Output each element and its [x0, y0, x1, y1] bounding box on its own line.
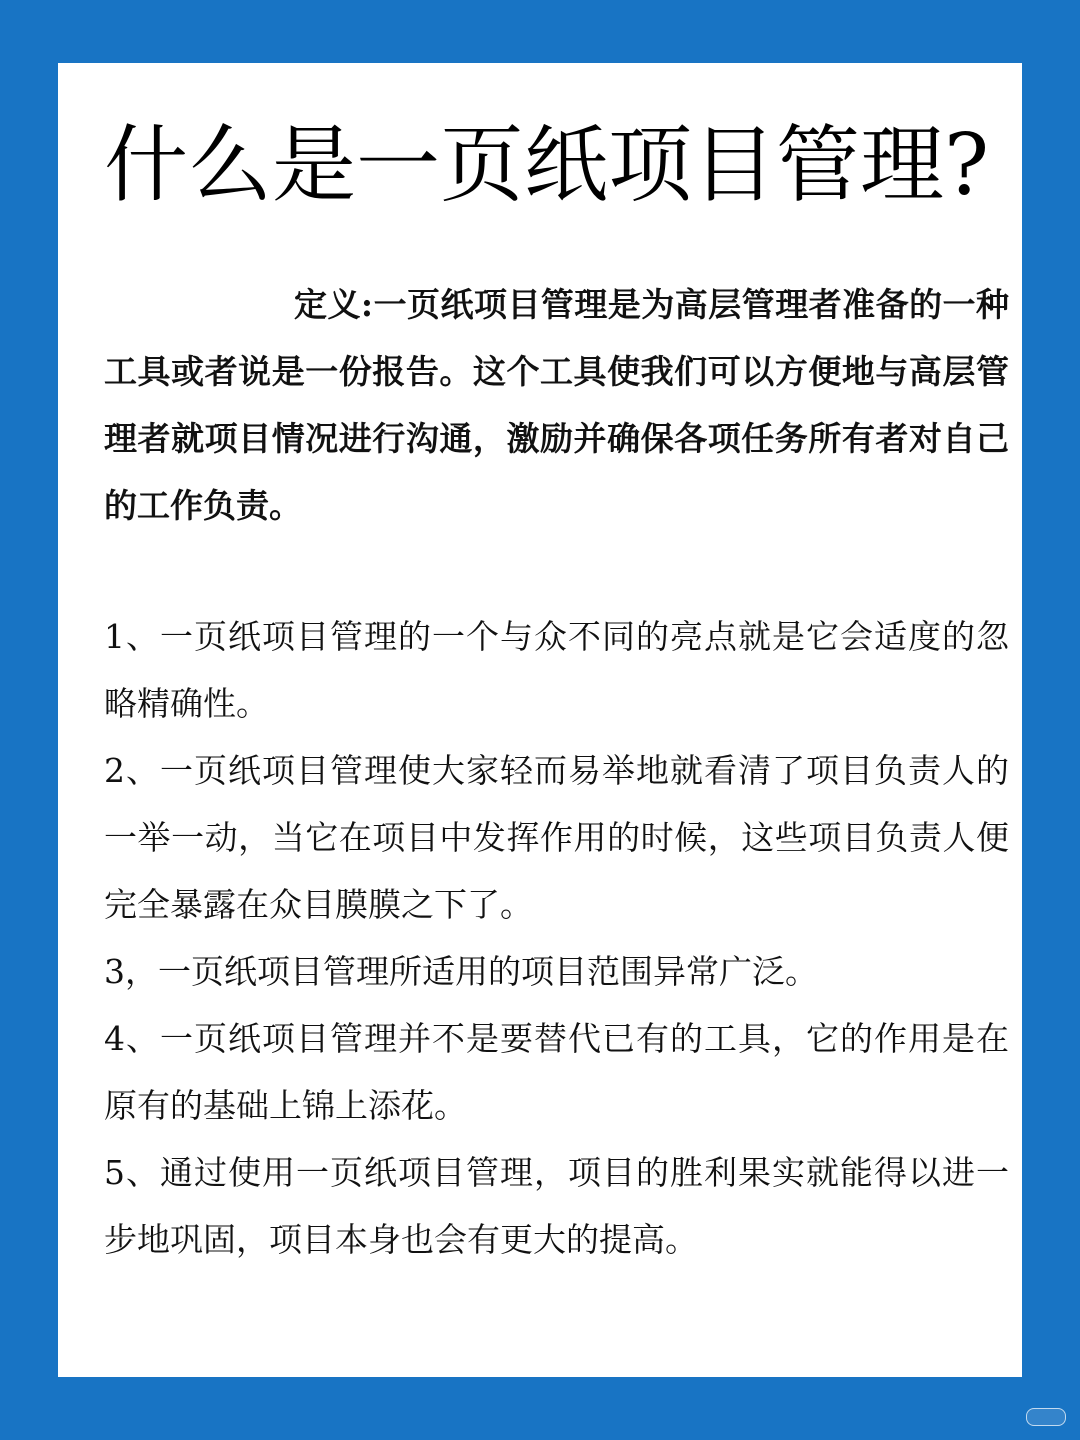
- points-list: [104, 603, 1009, 1273]
- point-1: 1、一页纸项目管理的一个与众不同的亮点就是它会适度的忽略精确性。: [104, 617, 1009, 723]
- definition-text: 一页纸项目管理是为高层管理者准备的一种工具或者说是一份报告。这个工具使我们可以方便地与高层管理者就项目情况进行沟通，激励并确保各项任务所有者对自己的工作负责。: [104, 285, 1010, 525]
- point-4: 4、一页纸项目管理并不是要替代已有的工具，它的作用是在原有的基础上锦上添花。: [104, 1019, 1009, 1125]
- definition-label: 定义:: [294, 285, 374, 324]
- point-3: 3，一页纸项目管理所适用的项目范围异常广泛。: [104, 952, 818, 991]
- content-card: [58, 63, 1022, 1377]
- watermark-logo: [1026, 1408, 1066, 1426]
- point-2: 2、一页纸项目管理使大家轻而易举地就看清了项目负责人的一举一动，当它在项目中发挥作用的时候，这些项目负责人便完全暴露在众目膜膜之下了。: [104, 751, 1009, 924]
- definition-paragraph: [104, 271, 1009, 539]
- point-5: 5、通过使用一页纸项目管理，项目的胜利果实就能得以进一步地巩固，项目本身也会有更大的提高。: [104, 1153, 1009, 1259]
- page-title: 什么是一页纸项目管理?: [104, 116, 990, 214]
